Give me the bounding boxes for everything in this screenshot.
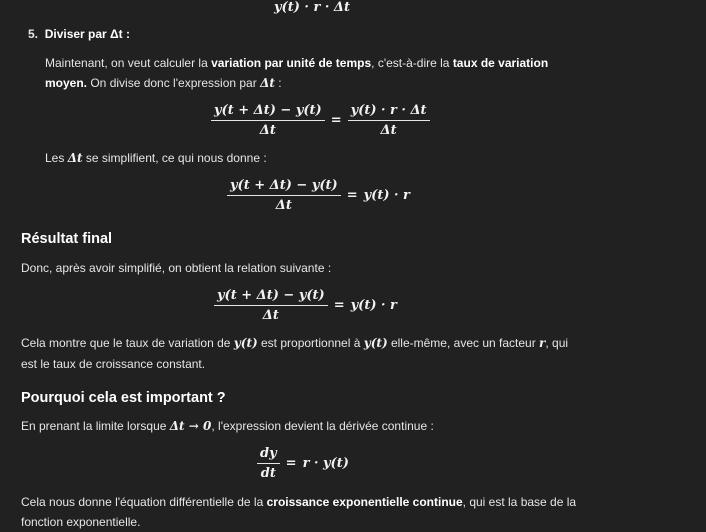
denominator: Δt — [259, 123, 276, 138]
numerator: y(t + Δt) − y(t) — [211, 103, 325, 121]
importance-paragraph-1 — [21, 419, 434, 433]
step-title: Diviser par Δt : — [44, 27, 131, 41]
text: On divise donc l'expression par — [87, 76, 261, 90]
denominator: Δt — [380, 123, 397, 138]
equals-sign: = — [285, 456, 297, 471]
importance-paragraph-2-line1 — [21, 495, 576, 509]
result-paragraph-1: Donc, après avoir simplifié, on obtient la relation suivante : — [21, 261, 332, 275]
math-inline: y(t) — [363, 336, 388, 350]
text: Maintenant, on veut calculer la — [45, 56, 212, 70]
fraction-rhs — [348, 103, 430, 138]
equals-sign: = — [346, 188, 358, 203]
numerator: y(t + Δt) − y(t) — [214, 288, 328, 306]
bold-text: variation par unité de temps — [211, 56, 372, 70]
top-formula: y(t) · r · Δt — [274, 0, 350, 15]
text: elle-même, avec un facteur — [387, 336, 540, 350]
equation-simplified — [227, 178, 410, 213]
text: , qui — [545, 336, 569, 350]
text: En prenant la limite lorsque — [21, 419, 170, 433]
equals-sign: = — [330, 113, 342, 128]
step-paragraph-line2 — [45, 76, 282, 90]
section-heading-importance: Pourquoi cela est important ? — [21, 390, 226, 406]
text: Les — [45, 151, 68, 165]
text: Cela montre que le taux de variation de — [21, 336, 234, 350]
rhs: y(t) · r — [363, 188, 410, 203]
bold-text: moyen. — [45, 76, 88, 90]
step-paragraph-2 — [45, 151, 267, 165]
fraction-lhs — [211, 103, 325, 138]
text: , qui est la base de la — [462, 495, 577, 509]
math-inline: r — [539, 336, 546, 350]
text: Cela nous donne l'équation différentielle de la — [21, 495, 267, 509]
math-inline: y(t) — [233, 336, 258, 350]
math-inline: Δt — [260, 76, 275, 90]
text: : — [274, 76, 282, 90]
step-marker: 5. — [28, 27, 39, 41]
equals-sign: = — [333, 298, 345, 313]
text: , l'expression devient la dérivée continue : — [211, 419, 434, 433]
denominator: dt — [260, 466, 276, 481]
equation-result — [214, 288, 397, 323]
numerator: dy — [257, 446, 280, 464]
rhs: y(t) · r — [350, 298, 397, 313]
numerator: y(t) · r · Δt — [348, 103, 430, 121]
equation-division — [211, 103, 430, 138]
section-heading-result: Résultat final — [21, 231, 113, 247]
step-heading — [28, 27, 130, 41]
step-paragraph-line1 — [45, 56, 548, 70]
numerator: y(t + Δt) − y(t) — [227, 178, 341, 196]
text: se simplifient, ce qui nous donne : — [82, 151, 267, 165]
denominator: Δt — [275, 198, 292, 213]
text: est proportionnel à — [257, 336, 364, 350]
rhs: r · y(t) — [302, 456, 349, 471]
fraction-lhs — [227, 178, 341, 213]
text: , c'est-à-dire la — [371, 56, 453, 70]
math-inline: Δt — [67, 151, 83, 165]
importance-paragraph-2-line2: fonction exponentielle. — [21, 515, 141, 529]
math-inline: Δt → 0 — [169, 419, 212, 433]
result-paragraph-2-line2: est le taux de croissance constant. — [21, 357, 206, 371]
equation-derivative — [257, 446, 349, 481]
bold-text: croissance exponentielle continue — [266, 495, 463, 509]
fraction-derivative — [257, 446, 280, 481]
fraction-lhs — [214, 288, 328, 323]
bold-text: taux de variation — [452, 56, 549, 70]
denominator: Δt — [262, 308, 279, 323]
result-paragraph-2-line1 — [21, 336, 568, 350]
